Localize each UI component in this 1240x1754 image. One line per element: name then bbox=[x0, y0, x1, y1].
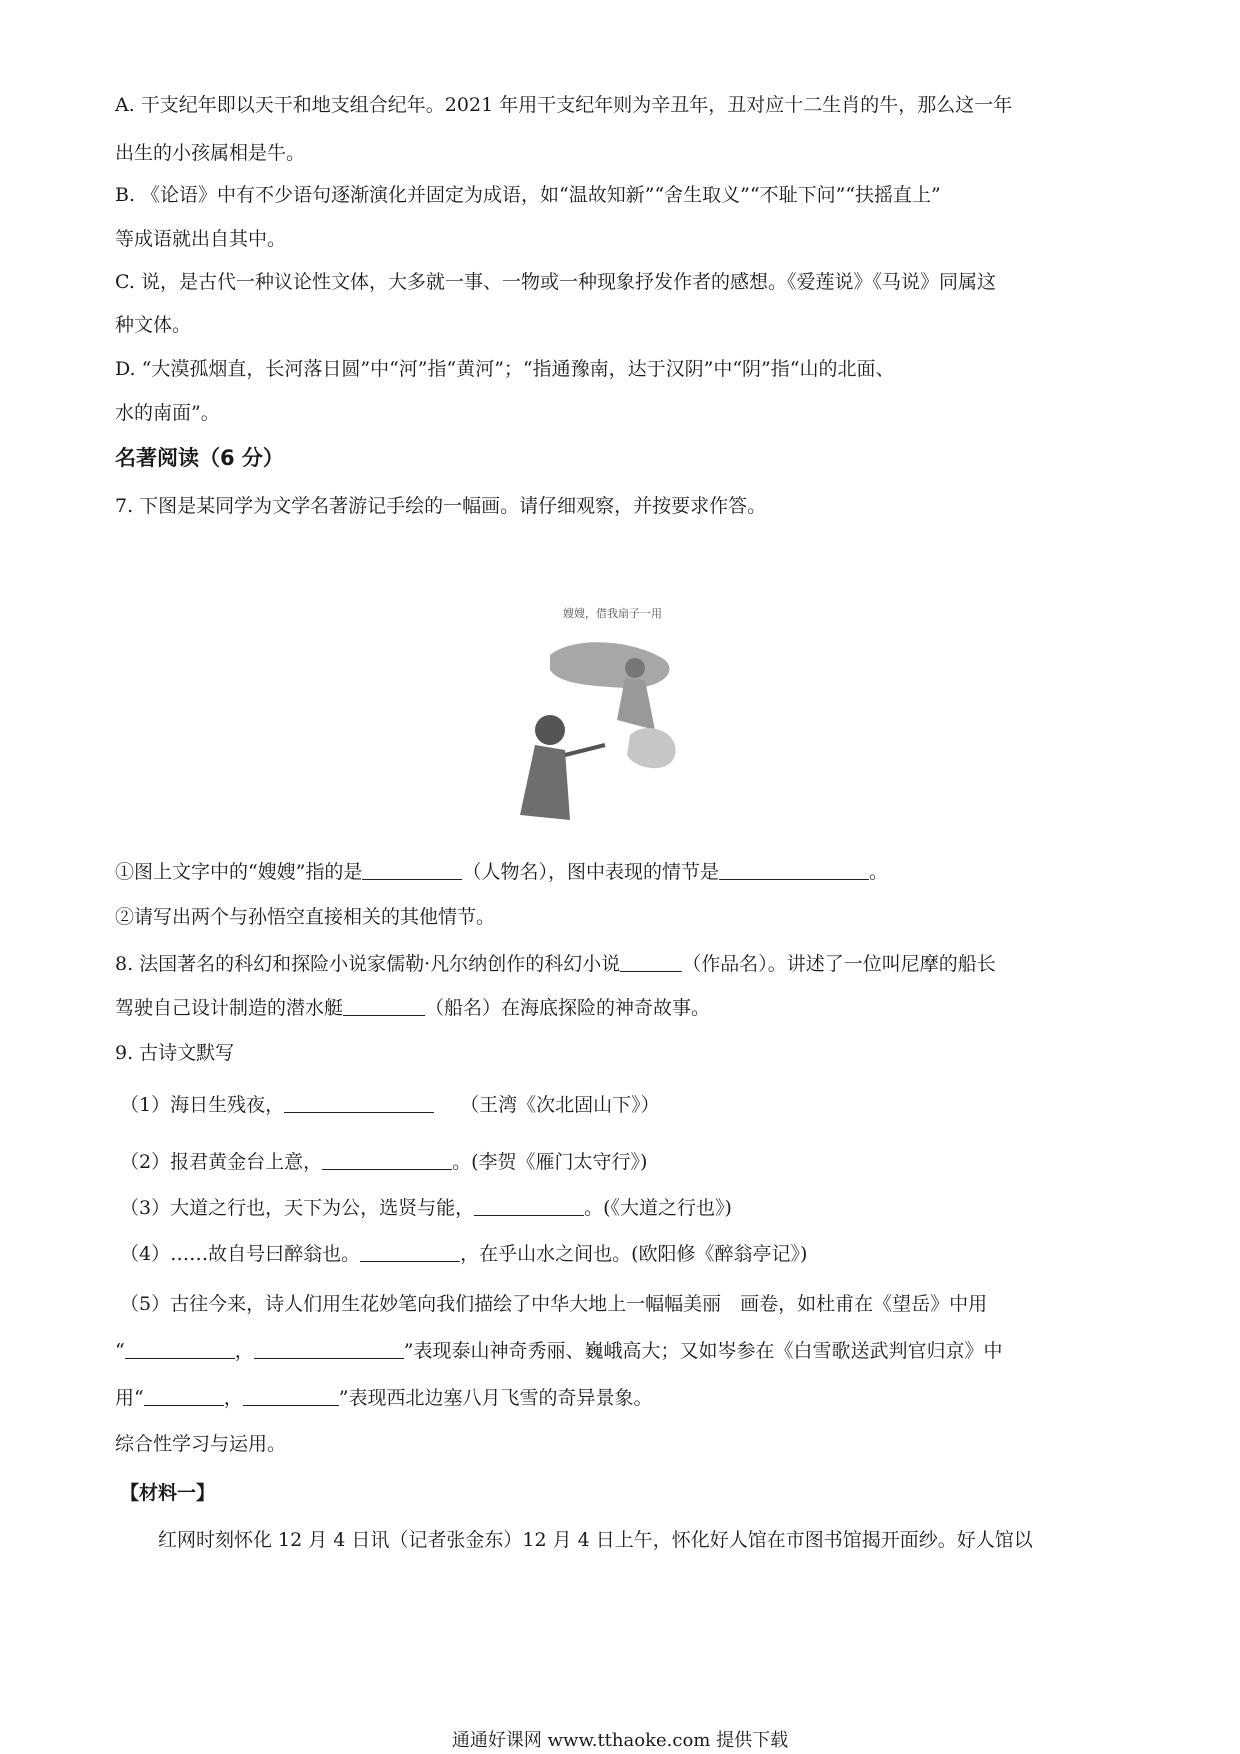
answer-blank-p5d[interactable] bbox=[243, 1387, 339, 1406]
illustration bbox=[505, 580, 735, 842]
fan-shape bbox=[627, 728, 675, 768]
footer: 通通好课网 www.tthaoke.com 提供下载 bbox=[451, 1730, 789, 1751]
figure-head-left bbox=[535, 715, 565, 745]
q9-p4 bbox=[120, 1242, 807, 1266]
q8-text-d: （船名）在海底探险的神奇故事。 bbox=[425, 997, 711, 1019]
q7-sub1-text-c: 。 bbox=[868, 861, 888, 883]
q8-line1 bbox=[115, 952, 996, 976]
q9-p5-text-end: ”表现西北边塞八月飞雪的奇异景象。 bbox=[338, 1387, 653, 1409]
integrated-title: 综合性学习与运用。 bbox=[115, 1433, 287, 1455]
q9-p5-text-mid: ”表现泰山神奇秀丽、巍峨高大；又如岑参在《白雪歌送武判官归京》中 bbox=[403, 1340, 1003, 1362]
q9-p3-text-a: （3）大道之行也，天下为公，选贤与能， bbox=[120, 1197, 475, 1219]
q7-sub1-text-b: （人物名），图中表现的情节是 bbox=[462, 861, 719, 883]
option-a-line2: 出生的小孩属相是牛。 bbox=[115, 142, 306, 164]
q9-p2 bbox=[120, 1150, 647, 1174]
q7-sub1-text-a: ①图上文字中的“嫂嫂”指的是 bbox=[115, 861, 363, 883]
q9-p5-line2 bbox=[115, 1339, 1002, 1363]
answer-blank-ship[interactable] bbox=[343, 997, 425, 1016]
answer-blank-p3[interactable] bbox=[474, 1197, 584, 1216]
q9-p1-text-a: （1）海日生残夜， bbox=[120, 1094, 285, 1116]
q7-sub1 bbox=[115, 860, 888, 884]
q8-line2 bbox=[115, 996, 710, 1020]
q9-p1 bbox=[120, 1093, 660, 1117]
q9-p2-text-a: （2）报君黄金台上意， bbox=[120, 1151, 323, 1173]
q9-p5-yong: 用“ bbox=[115, 1387, 144, 1409]
material-label: 【材料一】 bbox=[120, 1482, 216, 1504]
figure-body-left bbox=[520, 745, 570, 820]
answer-blank-p5b[interactable] bbox=[254, 1340, 404, 1359]
answer-blank-plot[interactable] bbox=[719, 861, 869, 880]
q9-p5-quote-open: “ bbox=[115, 1340, 125, 1362]
cloud-shape bbox=[550, 642, 669, 688]
q9-p5-comma-2: ， bbox=[223, 1387, 243, 1409]
q9-title: 9. 古诗文默写 bbox=[115, 1042, 235, 1064]
option-c-line1: C. 说，是古代一种议论性文体，大多就一事、一物或一种现象抒发作者的感想。《爱莲说》《马说》同属这 bbox=[115, 271, 996, 293]
figure-head-right bbox=[625, 658, 645, 678]
q9-p5-line3 bbox=[115, 1386, 652, 1410]
q9-p1-text-b: （王湾《次北固山下》） bbox=[460, 1094, 660, 1116]
option-c-line2: 种文体。 bbox=[115, 314, 192, 336]
q9-p5-comma-1: ， bbox=[234, 1340, 254, 1362]
section-title: 名著阅读（6 分） bbox=[115, 446, 284, 470]
answer-blank-work[interactable] bbox=[620, 953, 682, 972]
option-b-line1: B. 《论语》中有不少语句逐渐演化并固定为成语，如“温故知新”“舍生取义”“不耻下问”“扶摇直上” bbox=[115, 184, 941, 206]
q9-p3 bbox=[120, 1196, 732, 1220]
option-a-line1: A. 干支纪年即以天干和地支组合纪年。2021 年用干支纪年则为辛丑年，丑对应十二生肖的牛，那么这一年 bbox=[115, 94, 1013, 116]
q9-p4-text-b: ，在乎山水之间也。(欧阳修《醉翁亭记》) bbox=[460, 1243, 808, 1265]
option-d-line2: 水的南面”。 bbox=[115, 402, 220, 424]
illustration-drawing bbox=[505, 580, 735, 842]
answer-blank-p2[interactable] bbox=[322, 1151, 452, 1170]
answer-blank-p4[interactable] bbox=[360, 1243, 460, 1262]
q9-p2-text-b: 。(李贺《雁门太守行》) bbox=[452, 1151, 648, 1173]
answer-blank-p5a[interactable] bbox=[125, 1340, 235, 1359]
figure-caption: 嫂嫂，借我扇子一用 bbox=[563, 607, 662, 620]
answer-blank-p5c[interactable] bbox=[144, 1387, 224, 1406]
q8-text-b: （作品名）。讲述了一位叫尼摩的船长 bbox=[682, 953, 996, 975]
q9-p4-text-a: （4）……故自号曰醉翁也。 bbox=[120, 1243, 361, 1265]
option-b-line2: 等成语就出自其中。 bbox=[115, 228, 287, 250]
material-text: 红网时刻怀化 12 月 4 日讯（记者张金东）12 月 4 日上午，怀化好人馆在市图书馆揭开面纱。好人馆以 bbox=[158, 1529, 1033, 1551]
q8-text-c: 驾驶自己设计制造的潜水艇 bbox=[115, 997, 344, 1019]
q7-sub2: ②请写出两个与孙悟空直接相关的其他情节。 bbox=[115, 906, 496, 928]
q9-p3-text-b: 。(《大道之行也》) bbox=[584, 1197, 732, 1219]
answer-blank-person[interactable] bbox=[362, 861, 462, 880]
q7-stem: 7. 下图是某同学为文学名著游记手绘的一幅画。请仔细观察，并按要求作答。 bbox=[115, 495, 767, 517]
answer-blank-p1[interactable] bbox=[284, 1094, 434, 1113]
q8-text-a: 8. 法国著名的科幻和探险小说家儒勒·凡尔纳创作的科幻小说 bbox=[115, 953, 621, 975]
option-d-line1: D. “大漠孤烟直，长河落日圆”中“河”指“黄河”；“指通豫南，达于汉阴”中“阴”指“山的北面、 bbox=[115, 358, 895, 380]
q9-p5-line1: （5）古往今来，诗人们用生花妙笔向我们描绘了中华大地上一幅幅美丽 画卷，如杜甫在《望岳》中用 bbox=[120, 1293, 988, 1315]
figure-arm-left bbox=[565, 745, 605, 755]
